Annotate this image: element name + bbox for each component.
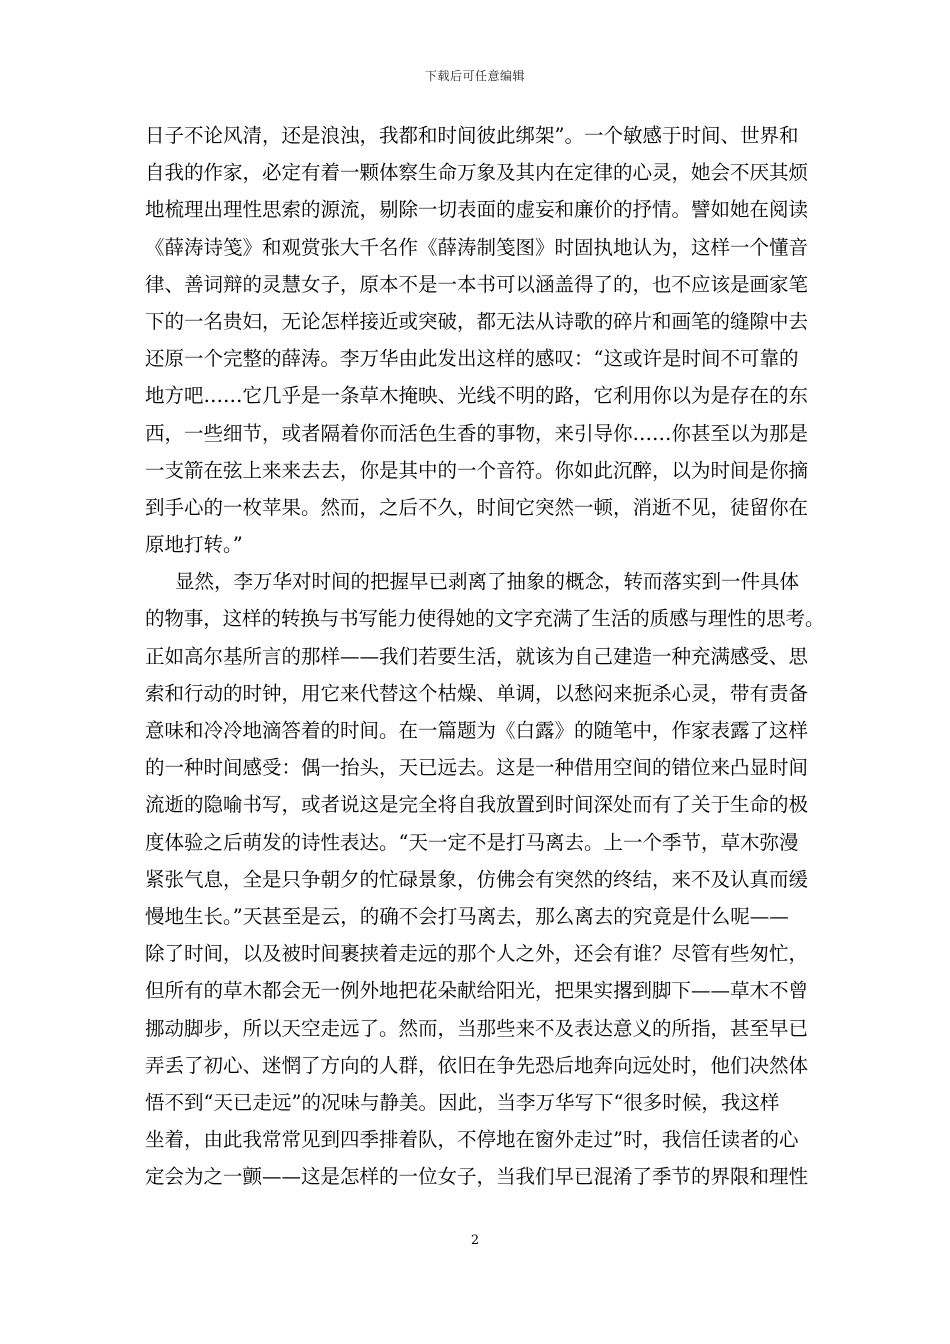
text-line: 除了时间，以及被时间裹挟着走远的那个人之外，还会有谁？尽管有些匆忙， [145, 942, 809, 966]
text-line: 紧张气息，全是只争朝夕的忙碌景象，仿佛会有突然的终结，来不及认真而缓 [145, 867, 809, 891]
text-line: 一支箭在弦上来来去去，你是其中的一个音符。你如此沉醉，以为时间是你摘 [145, 458, 809, 482]
page-number: 2 [470, 1233, 480, 1248]
text-line: 挪动脚步，所以天空走远了。然而，当那些来不及表达意义的所指，甚至早已 [145, 1016, 809, 1040]
text-line: 《薛涛诗笺》和观赏张大千名作《薛涛制笺图》时固执地认为，这样一个懂音 [145, 235, 809, 259]
text-line: 到手心的一枚苹果。然而，之后不久，时间它突然一顿，消逝不见，徒留你在 [145, 495, 809, 519]
text-line: 律、善词辩的灵慧女子，原本不是一本书可以涵盖得了的，也不应该是画家笔 [145, 272, 809, 296]
text-line: 定会为之一颤——这是怎样的一位女子，当我们早已混淆了季节的界限和理性 [145, 1165, 809, 1189]
text-line: 索和行动的时钟，用它来代替这个枯燥、单调，以愁闷来扼杀心灵，带有责备 [145, 681, 809, 705]
text-line: 度体验之后萌发的诗性表达。“天一定不是打马离去。上一个季节，草木弥漫 [145, 830, 799, 854]
page-header: 下载后可任意编辑 [424, 69, 525, 83]
body-text [145, 117, 825, 1195]
text-line: 还原一个完整的薛涛。李万华由此发出这样的感叹：“这或许是时间不可靠的 [145, 347, 799, 371]
text-line: 慢地生长。”天甚至是云，的确不会打马离去，那么离去的究竟是什么呢—— [145, 904, 789, 928]
text-line: 地方吧……它几乎是一条草木掩映、光线不明的路，它利用你以为是存在的东 [145, 384, 809, 408]
text-line: 的物事，这样的转换与书写能力使得她的文字充满了生活的质感与理性的思考。 [145, 607, 825, 631]
text-line: 正如高尔基所言的那样——我们若要生活，就该为自己建造一种充满感受、思 [145, 644, 809, 668]
text-line: 的一种时间感受：偶一抬头，天已远去。这是一种借用空间的错位来凸显时间 [145, 756, 809, 780]
text-line: 流逝的隐喻书写，或者说这是完全将自我放置到时间深处而有了关于生命的极 [145, 793, 809, 817]
text-line: 地梳理出理性思索的源流，剔除一切表面的虚妄和廉价的抒情。譬如她在阅读 [145, 198, 809, 222]
text-line: 坐着，由此我常常见到四季排着队，不停地在窗外走过”时，我信任读者的心 [145, 1128, 799, 1152]
text-line: 意味和冷冷地滴答着的时间。在一篇题为《白露》的随笔中，作家表露了这样 [145, 719, 809, 742]
text-line: 自我的作家，必定有着一颗体察生命万象及其内在定律的心灵，她会不厌其烦 [145, 161, 809, 185]
text-line: 但所有的草木都会无一例外地把花朵献给阳光，把果实撂到脚下——草木不曾 [145, 979, 809, 1003]
text-line: 悟不到“天已走远”的况味与静美。因此，当李万华写下“很多时候，我这样 [145, 1090, 780, 1114]
text-line: 原地打转。” [145, 533, 243, 557]
text-line: 西，一些细节，或者隔着你而活色生香的事物，来引导你……你甚至以为那是 [145, 421, 809, 445]
text-line: 显然，李万华对时间的把握早已剥离了抽象的概念，转而落实到一件具体 [175, 570, 800, 594]
text-line: 日子不论风清，还是浪浊，我都和时间彼此绑架”。一个敏感于时间、世界和 [145, 124, 799, 147]
text-line: 下的一名贵妇，无论怎样接近或突破，都无法从诗歌的碎片和画笔的缝隙中去 [145, 309, 809, 333]
text-line: 弄丢了初心、迷惘了方向的人群，依旧在争先恐后地奔向远处时，他们决然体 [145, 1053, 809, 1077]
